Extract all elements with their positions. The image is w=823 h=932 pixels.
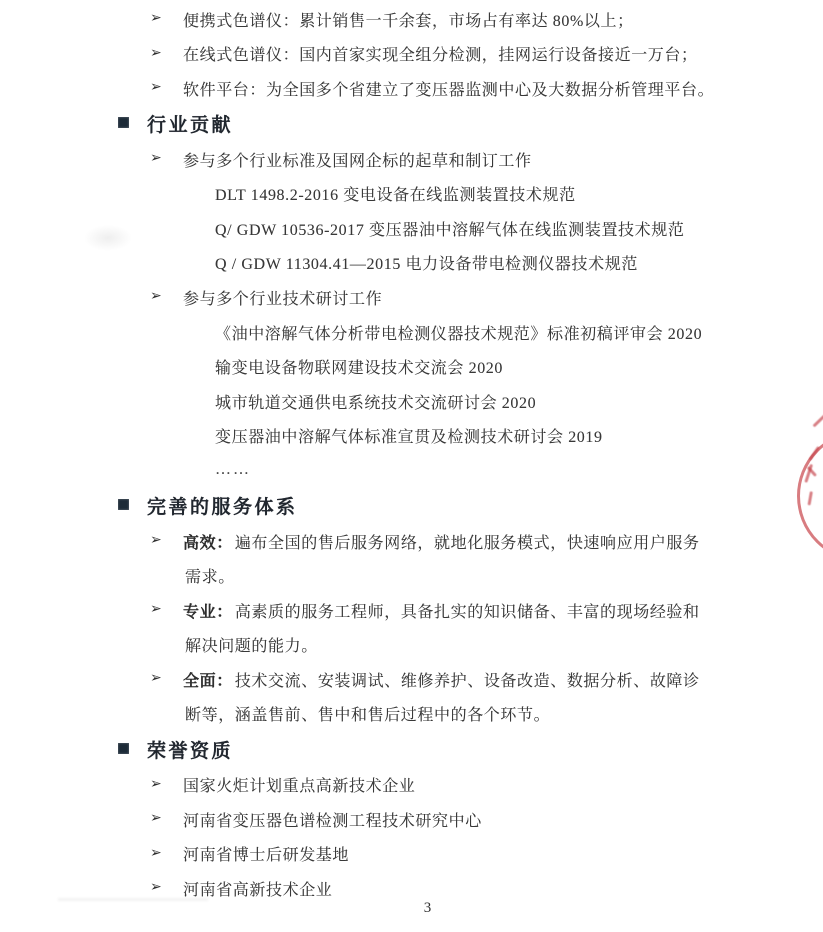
bullet-item — [0, 767, 823, 802]
sub-item — [0, 349, 823, 384]
line-text: 全面： 技术交流、安装调试、维修养护、设备改造、数据分析、故障诊 — [183, 672, 700, 690]
continuation-line — [0, 628, 823, 663]
square-bullet-icon — [118, 743, 129, 754]
line-text: 完善的服务体系 — [147, 497, 298, 519]
arrow-bullet-icon: ➢ — [150, 10, 162, 27]
arrow-bullet-icon: ➢ — [150, 288, 162, 305]
bullet-item — [0, 280, 823, 315]
bullet-lead: 全面： — [183, 672, 233, 690]
bullet-item — [0, 662, 823, 697]
line-text: 需求。 — [185, 569, 235, 587]
arrow-bullet-icon: ➢ — [150, 670, 162, 687]
line-text: 城市轨道交通供电系统技术交流研讨会 2020 — [215, 394, 537, 412]
scan-smudge — [84, 225, 132, 251]
arrow-bullet-icon: ➢ — [150, 79, 162, 96]
continuation-line — [0, 558, 823, 593]
bullet-lead: 高效： — [183, 534, 233, 552]
line-text: 高效： 遍布全国的售后服务网络，就地化服务模式，快速响应用户服务 — [183, 534, 700, 552]
bullet-item — [0, 593, 823, 628]
section-heading — [0, 106, 823, 142]
line-text: 河南省高新技术企业 — [183, 881, 333, 899]
line-text: 变压器油中溶解气体标准宣贯及检测技术研讨会 2019 — [215, 429, 603, 447]
arrow-bullet-icon: ➢ — [150, 44, 162, 61]
bullet-item — [0, 802, 823, 837]
line-text: Q / GDW 11304.41—2015 电力设备带电检测仪器技术规范 — [215, 256, 638, 274]
line-text: 荣誉资质 — [147, 740, 234, 762]
line-text: 专业： 高素质的服务工程师，具备扎实的知识储备、丰富的现场经验和 — [183, 603, 700, 621]
arrow-bullet-icon: ➢ — [150, 601, 162, 618]
arrow-bullet-icon: ➢ — [150, 150, 162, 167]
line-text: 河南省博士后研发基地 — [183, 847, 350, 865]
line-text: 参与多个行业标准及国网企标的起草和制订工作 — [183, 152, 532, 170]
line-text: 便携式色谱仪：累计销售一千余套，市场占有率达 80%以上； — [183, 12, 634, 30]
line-text: 河南省变压器色谱检测工程技术研究中心 — [183, 812, 482, 830]
line-text: 解决问题的能力。 — [185, 638, 318, 656]
bullet-item — [0, 524, 823, 559]
section-heading — [0, 488, 823, 524]
sub-item — [0, 176, 823, 211]
line-text: 输变电设备物联网建设技术交流会 2020 — [215, 360, 504, 378]
continuation-line — [0, 697, 823, 732]
arrow-bullet-icon: ➢ — [150, 810, 162, 827]
square-bullet-icon — [118, 499, 129, 510]
line-text: 行业贡献 — [147, 115, 234, 137]
line-text: 《油中溶解气体分析带电检测仪器技术规范》标准初稿评审会 2020 — [215, 325, 703, 343]
bullet-lead: 专业： — [183, 603, 233, 621]
arrow-bullet-icon: ➢ — [150, 775, 162, 792]
page-number: 3 — [423, 900, 432, 916]
arrow-bullet-icon: ➢ — [150, 844, 162, 861]
line-text: 国家火炬计划重点高新技术企业 — [183, 778, 416, 796]
line-text: 在线式色谱仪：国内首家实现全组分检测，挂网运行设备接近一万台； — [183, 47, 698, 65]
line-text: 参与多个行业技术研讨工作 — [183, 290, 383, 308]
square-bullet-icon — [118, 117, 129, 128]
sub-item — [0, 315, 823, 350]
line-text: 软件平台：为全国多个省建立了变压器监测中心及大数据分析管理平台。 — [183, 81, 715, 99]
line-text: DLT 1498.2-2016 变电设备在线监测装置技术规范 — [215, 187, 576, 205]
arrow-bullet-icon: ➢ — [150, 879, 162, 896]
ellipsis-line — [0, 453, 823, 488]
arrow-bullet-icon: ➢ — [150, 532, 162, 549]
line-text: Q/ GDW 10536-2017 变压器油中溶解气体在线监测装置技术规范 — [215, 221, 685, 239]
section-heading — [0, 731, 823, 767]
bullet-item — [0, 2, 823, 37]
line-text: …… — [215, 461, 251, 479]
line-text: 断等，涵盖售前、售中和售后过程中的各个环节。 — [185, 707, 551, 725]
bullet-item — [0, 142, 823, 177]
sub-item — [0, 384, 823, 419]
sub-item — [0, 419, 823, 454]
bullet-item — [0, 37, 823, 72]
bullet-item — [0, 71, 823, 106]
bullet-item — [0, 836, 823, 871]
